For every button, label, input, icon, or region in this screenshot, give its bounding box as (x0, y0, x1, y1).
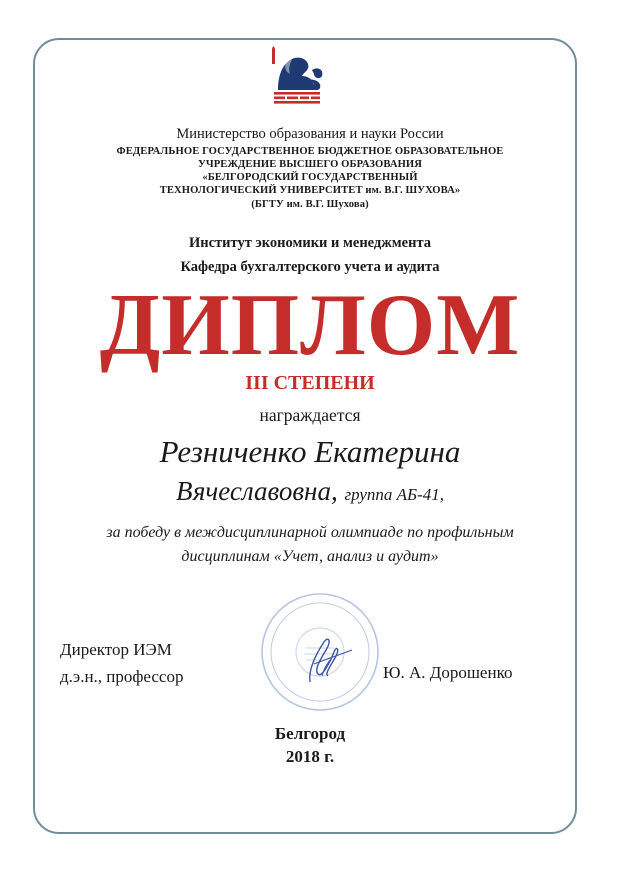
recipient-patronymic-line (40, 476, 580, 507)
university-logo-icon (268, 46, 326, 108)
issue-year: 2018 г. (285, 747, 335, 766)
diploma-title: ДИПЛОМ (99, 277, 521, 374)
ministry-name: Министерство образования и науки России (176, 126, 444, 142)
issue-city: Белгород (274, 724, 346, 743)
org-abbreviation: (БГТУ им. В.Г. Шухова) (251, 199, 369, 210)
signatory-name: Ю. А. Дорошенко (383, 663, 513, 682)
recipient-group: группа АБ-41, (344, 485, 444, 504)
recipient-patronymic: Вячеславовна, (176, 476, 338, 506)
org-line: ТЕХНОЛОГИЧЕСКИЙ УНИВЕРСИТЕТ им. В.Г. ШУХОВА» (159, 185, 461, 196)
signatory-degree: д.э.н., профессор (60, 667, 184, 686)
official-stamp-icon (258, 590, 382, 714)
org-line: УЧРЕЖДЕНИЕ ВЫСШЕГО ОБРАЗОВАНИЯ (197, 159, 423, 170)
award-reason-line: дисциплинам «Учет, анализ и аудит» (181, 548, 439, 565)
awarded-text: награждается (259, 405, 361, 425)
signatory-role (60, 636, 183, 690)
award-reason (40, 521, 580, 569)
org-line: «БЕЛГОРОДСКИЙ ГОСУДАРСТВЕННЫЙ (202, 172, 418, 183)
org-line: ФЕДЕРАЛЬНОЕ ГОСУДАРСТВЕННОЕ БЮДЖЕТНОЕ ОБРАЗОВАТЕЛЬНОЕ (116, 146, 504, 157)
department-name: Кафедра бухгалтерского учета и аудита (180, 259, 440, 275)
award-reason-line: за победу в междисциплинарной олимпиаде по профильным (106, 524, 514, 541)
diploma-degree: III СТЕПЕНИ (245, 372, 375, 394)
signatory-title: Директор ИЭМ (60, 640, 172, 659)
institute-name: Институт экономики и менеджмента (188, 235, 431, 251)
recipient-name: Резниченко Екатерина (159, 434, 461, 469)
